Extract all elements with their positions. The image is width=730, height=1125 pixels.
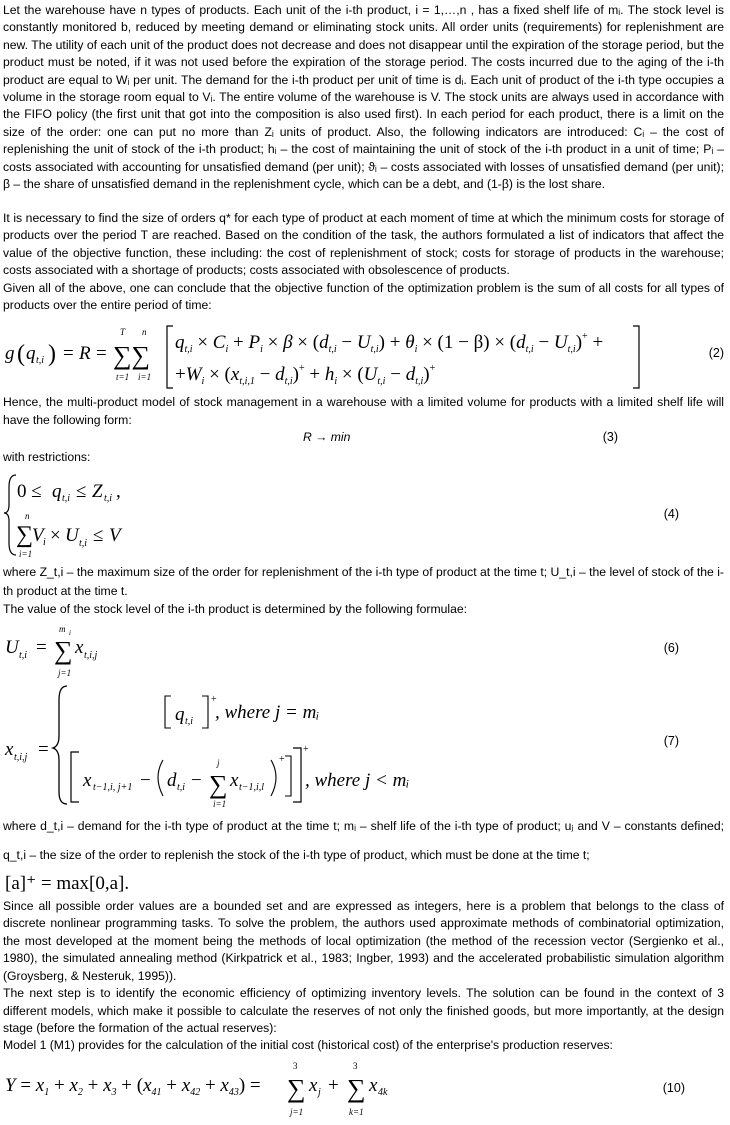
svg-text:3: 3 [293, 1060, 298, 1071]
svg-text:T: T [120, 327, 126, 338]
svg-text:R: R [79, 343, 91, 365]
paragraph-objective: It is necessary to find the size of orders q* for each type of product at each moment of time at which the minimum costs for storage of products over the period T are reached. Based on the condition of the task, the authors formulated a list of indicators that affect the value of the objective function, these including: the cost of replenishment of stock; costs for storage of products in the warehouse; costs associated with a shortage of products; costs associated with obsolescence of products. [3, 211, 724, 278]
equation-number: (6) [663, 641, 679, 656]
svg-text:q: q [52, 480, 62, 502]
svg-text:+: + [279, 754, 285, 766]
svg-text:t=1: t=1 [116, 372, 130, 383]
equation-4 [3, 467, 724, 559]
paragraph-objective-sum: Given all of the above, one can conclude that the objective function of the optimization problem is the sum of all costs for all types of products over the entire period of time: [3, 280, 724, 313]
svg-text:+Wi × (xt,i,1 − dt,i)+ + hi ×: $+W_i \times (x_{t,i,1} - d_{t,i})^+ + h_i \times (U_{t,i} - d_{t,i})^+$ [175, 363, 436, 388]
svg-text:+: + [328, 1074, 339, 1096]
svg-text:t,i: t,i [19, 650, 28, 662]
svg-text:U: U [5, 637, 19, 659]
equation-7-case2-where: , where j < mᵢ [305, 770, 410, 792]
svg-text:t,i: t,i [79, 537, 88, 549]
svg-text:m: m [59, 624, 66, 635]
equation-number: (4) [663, 506, 679, 521]
paragraph-model-form: Hence, the multi-product model of stock management in a warehouse with a limited volume for products with a limited shelf life will have the following form: [3, 395, 724, 427]
svg-text:V: V [32, 524, 44, 546]
svg-text:q: q [175, 704, 185, 726]
svg-text:k=1: k=1 [349, 1106, 364, 1117]
svg-text:i=1: i=1 [19, 548, 33, 559]
svg-text:≤: ≤ [93, 524, 104, 546]
equation-10-svg [3, 1055, 423, 1119]
paragraph-restrictions: with restrictions: [3, 450, 91, 465]
svg-text:n: n [25, 510, 30, 521]
svg-text:=: = [36, 637, 47, 659]
svg-text:∑: ∑ [287, 1073, 306, 1103]
svg-text:=: = [38, 739, 49, 761]
equation-10 [3, 1055, 724, 1119]
svg-text:x: x [75, 637, 84, 659]
svg-text:g: g [5, 343, 15, 365]
svg-text:x: x [230, 770, 239, 792]
svg-text:0 ≤: 0 ≤ [17, 480, 42, 502]
svg-text:−: − [191, 770, 202, 792]
svg-text:): ) [48, 341, 56, 368]
equation-number: (7) [663, 734, 679, 749]
equation-max-text: [a]⁺ = max[0,a]. [5, 873, 130, 895]
svg-text:q: q [26, 343, 36, 365]
equation-2-svg [3, 314, 663, 394]
equation-number: (3) [602, 430, 618, 445]
svg-text:≤: ≤ [76, 480, 87, 502]
svg-text:U: U [65, 524, 79, 546]
svg-text:(: ( [17, 341, 25, 368]
svg-text:i=1: i=1 [138, 372, 152, 383]
equation-2 [3, 314, 724, 394]
paragraph-problem-statement: Let the warehouse have n types of products. Each unit of the i-th product, i = 1,…,n , has a fixed shelf life of mᵢ. The stock level is constantly monitored b, reduced by meeting demand or eliminating stock units. All order units (requirements) for replenishment are new. The utility of each unit of the product does not decrease and does not disappear until the expiration of the storage period, but the product must be noted, if it was not used before the expiration of the storage period. The costs incurred due to the aging of the i-th product are equal to Wᵢ per unit. The demand for the i-th product per unit of time is dᵢ. Each unit of product of the i-th type occupies a volume in the storage room equal to Vᵢ. The entire volume of the warehouse is V. The stock units are always used in accordance with the FIFO policy (the first unit that got into the composition is also used first). In each period for each product, there is a limit on the size of the order: one can put no more than Zᵢ units of product. Also, the following indicators are introduced: Cᵢ – the cost of replenishing the unit of stock of the i-th product; hᵢ – the cost of maintaining the unit of stock of the i-th product in a unit of time; Pᵢ – costs associated with accounting for unsatisfied demand (per unit); ϑᵢ – costs associated with losses of unsatisfied demand (per unit); β – the share of unsatisfied demand in the replenishment cycle, which can be a debt, and (1-β) is the lost share. [3, 3, 724, 192]
svg-text:x: x [83, 770, 92, 792]
svg-text:x: x [5, 739, 14, 761]
svg-text:i: i [43, 536, 46, 548]
svg-text:t,i: t,i [36, 355, 45, 367]
equation-7-case1-where: , where j = mᵢ [215, 702, 320, 724]
paragraph-economic-efficiency: The next step is to identify the economic efficiency of optimizing inventory levels. The solution can be found in the context of 3 different models, which make it possible to calculate the reserves of not only the finished goods, but more importantly, at the design stage (before the formation of the actual reserves): [3, 986, 724, 1035]
svg-text:d: d [167, 770, 177, 792]
document-page [3, 2, 724, 1119]
equation-max-definition [3, 870, 724, 898]
svg-text:∑∑: ∑∑ [113, 341, 151, 371]
equation-number: (10) [662, 1080, 685, 1095]
paragraph-stock-formulae: The value of the stock level of the i-th product is determined by the following formulae: [3, 601, 468, 616]
svg-text:∑: ∑ [54, 636, 73, 666]
paragraph-discrete-nonlinear: Since all possible order values are a bounded set and are expressed as integers, here is a problem that belongs to the class of discrete nonlinear programming tasks. To solve the problem, the authors used approximate methods of combinatorial optimization, the most developed at the moment being the methods of local optimization (the method of the recession vector (Sergienko et al., 1980), the simulated annealing method (Kirkpatrick et al., 1983; Ingber, 1993) and the accelerated probabilistic simulation algorithm (Groysberg, & Nesteruk, 1995)). [3, 899, 724, 983]
svg-text:+: + [211, 694, 217, 706]
svg-text:j: j [217, 758, 220, 769]
paragraph-where-z-u: where Z_t,i – the maximum size of the order for replenishment of the i-th type of product at the time t; U_t,i – the level of stock of the i-th product at the time t. [3, 564, 724, 598]
svg-text:j=1: j=1 [290, 1106, 304, 1117]
svg-text:Y = x1 + x2 + x3 + (x41 + x42: $Y = x_1 + x_2 + x_3 + (x_{41} + x_{42} + x_{43})$ = [5, 1074, 261, 1098]
svg-text:x: x [369, 1074, 378, 1096]
svg-text:,: , [116, 480, 121, 502]
svg-text:n: n [142, 327, 147, 338]
paragraph-where-d-m: where d_t,i – demand for the i-th type of product at the time t; mᵢ – shelf life of the i-th type of product; uⱼ and V – constants defined; q_t,i – the size of the order to replenish the stock of the i-th type of product, which must be done at the time t; [3, 819, 724, 863]
svg-text:∑: ∑ [209, 770, 228, 800]
equation-6 [3, 618, 724, 680]
equation-6-svg [3, 618, 143, 680]
svg-text:∑: ∑ [347, 1073, 366, 1103]
svg-text:t,i,j: t,i,j [84, 650, 98, 662]
equation-3-text: R → min [303, 430, 351, 445]
svg-text:t,i: t,i [185, 716, 194, 728]
svg-text:=: = [63, 343, 74, 365]
svg-text:t,i: t,i [104, 492, 113, 504]
svg-text:∑: ∑ [16, 521, 34, 548]
svg-text:t,i: t,i [62, 492, 71, 504]
equation-3 [3, 429, 724, 447]
svg-text:t−1,i, j+1: t−1,i, j+1 [93, 782, 133, 794]
svg-text:=: = [96, 343, 107, 365]
svg-text:qt,i × Ci + Pi × β × (dt,i − U: $q_{t,i} \times C_i + P_i \times \beta \times (d_{t,i} - U_{t,i}) + \theta_i \times (1 - \beta) \times (d_{t,i} - U_{t,i})^+$ + [175, 331, 604, 356]
paragraph-model-1: Model 1 (M1) provides for the calculation of the initial cost (historical cost) of the enterprise's production reserves: [3, 1038, 613, 1053]
svg-text:4k: 4k [378, 1086, 388, 1098]
svg-text:i: i [69, 629, 71, 638]
svg-text:×: × [50, 524, 61, 546]
equation-number: (2) [708, 346, 724, 361]
svg-text:x: x [309, 1074, 318, 1096]
svg-text:t−1,i,l: t−1,i,l [239, 782, 265, 794]
equation-4-svg [3, 467, 203, 559]
svg-text:Z: Z [92, 480, 103, 502]
svg-text:−: − [140, 770, 151, 792]
svg-text:t,i: t,i [177, 782, 186, 794]
svg-text:t,i,j: t,i,j [14, 752, 28, 764]
svg-text:j=1: j=1 [58, 668, 72, 679]
svg-text:i=1: i=1 [213, 799, 227, 809]
svg-text:j: j [318, 1086, 321, 1098]
svg-text:+: + [303, 744, 309, 756]
svg-text:V: V [109, 524, 121, 546]
equation-7 [3, 680, 724, 808]
svg-text:3: 3 [353, 1060, 358, 1071]
